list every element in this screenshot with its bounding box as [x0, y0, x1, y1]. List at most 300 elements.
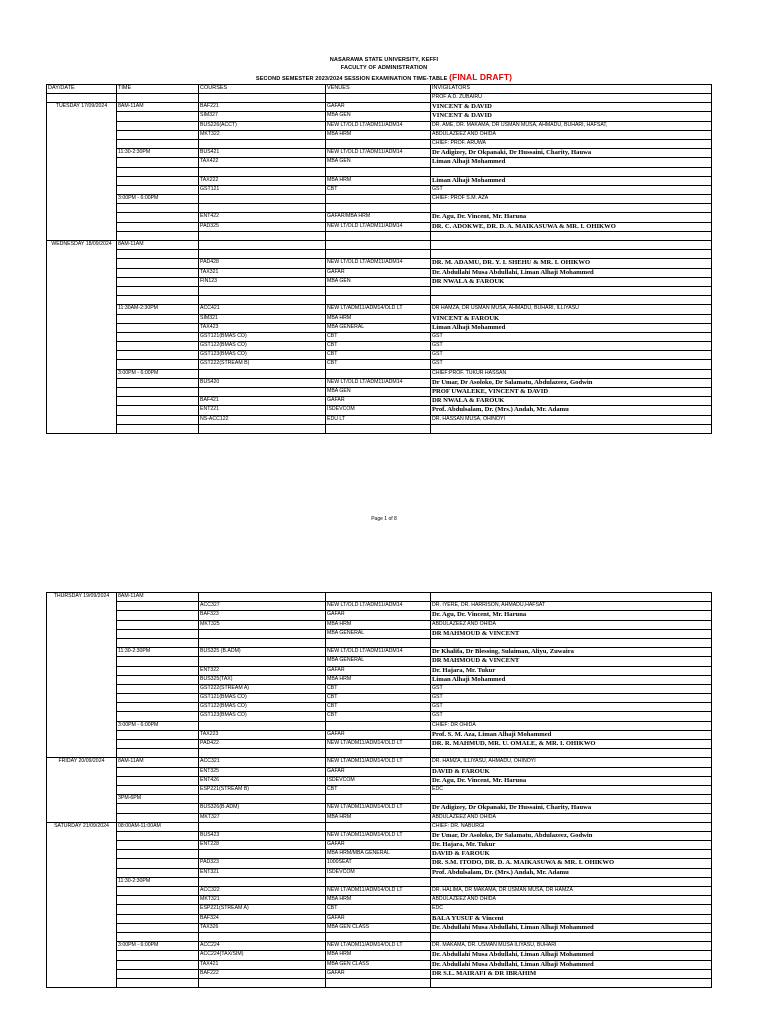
- venue-cell: NEW LT/ADM11/ADM14/OLD LT: [326, 831, 431, 840]
- course-cell: GST123(BMAS CO): [199, 351, 326, 360]
- course-cell: [199, 657, 326, 666]
- time-cell: [117, 905, 199, 914]
- table-row: [47, 259, 712, 268]
- table-row: [47, 314, 712, 323]
- table-row: [47, 675, 712, 684]
- invigilator-cell: [431, 424, 712, 433]
- table-row: [47, 323, 712, 332]
- time-cell: [117, 388, 199, 397]
- course-cell: MKT325: [199, 620, 326, 629]
- table-row: [47, 887, 712, 896]
- table-row: [47, 286, 712, 295]
- time-cell: [117, 850, 199, 859]
- venue-cell: NEW LT/OLD LT/ADM11/ADM14: [326, 602, 431, 611]
- time-cell: 3:00PM - 6:00PM: [117, 369, 199, 378]
- invigilator-cell: DAVID & FAROUK: [431, 767, 712, 776]
- time-cell: [117, 841, 199, 850]
- invigilator-cell: Liman Alhaji Mohammed: [431, 176, 712, 185]
- table-row: [47, 296, 712, 305]
- course-cell: [199, 749, 326, 758]
- venue-cell: MBA GEN CLASS: [326, 923, 431, 932]
- invigilator-cell: DR MAHMOUD & VINCENT: [431, 629, 712, 638]
- invigilator-cell: Dr Adigizey, Dr Okpanaki, Dr Hussaini, Charity, Hauwa: [431, 149, 712, 158]
- venue-cell: NEW LT/OLD LT/ADM11/ADM14: [326, 648, 431, 657]
- time-cell: [117, 602, 199, 611]
- venue-cell: MBA GEN CLASS: [326, 960, 431, 969]
- table-row: [47, 424, 712, 433]
- course-cell: SIM321: [199, 314, 326, 323]
- course-cell: ENT321: [199, 868, 326, 877]
- course-cell: [199, 932, 326, 941]
- venue-cell: [326, 424, 431, 433]
- invigilator-cell: Dr. Agu, Dr. Vincent, Mr. Haruna: [431, 213, 712, 222]
- venue-cell: [326, 286, 431, 295]
- time-cell: [117, 675, 199, 684]
- venue-cell: ISDEVCOM: [326, 776, 431, 785]
- time-cell: [117, 397, 199, 406]
- venue-cell: GAFAR: [326, 397, 431, 406]
- table-row: [47, 378, 712, 387]
- invigilator-cell: DAVID & FAROUK: [431, 850, 712, 859]
- time-cell: [117, 629, 199, 638]
- invigilator-cell: BALA YUSUF & Vincent: [431, 914, 712, 923]
- venue-cell: MBA HRM: [326, 951, 431, 960]
- time-cell: [117, 914, 199, 923]
- course-cell: BUS325 (B.ADM): [199, 648, 326, 657]
- column-header-invigilator: INVIGILATORS: [431, 85, 712, 94]
- course-cell: TAX222: [199, 176, 326, 185]
- course-cell: BUS325(TAX): [199, 675, 326, 684]
- table-row: [47, 305, 712, 314]
- table-row: [47, 185, 712, 194]
- invigilator-cell: GST: [431, 185, 712, 194]
- invigilator-cell: [431, 932, 712, 941]
- course-cell: GST222(STREAM A): [199, 684, 326, 693]
- time-cell: [117, 406, 199, 415]
- time-cell: [117, 351, 199, 360]
- table-row: [47, 960, 712, 969]
- course-cell: BAF221: [199, 103, 326, 112]
- timetable-title: [0, 72, 768, 82]
- day-date-cell: TUESDAY 17/09/2024: [47, 103, 117, 241]
- course-cell: [199, 286, 326, 295]
- time-cell: [117, 268, 199, 277]
- invigilator-cell: DR. M. ADAMU, DR. Y. I. SHEHU & MR. I. OHIKWO: [431, 259, 712, 268]
- table-row: [47, 611, 712, 620]
- invigilator-cell: [431, 167, 712, 176]
- invigilator-cell: Dr. Abdullahi Musa Abdullahi, Liman Alhaji Mohammed: [431, 923, 712, 932]
- invigilator-cell: [431, 231, 712, 240]
- invigilator-cell: Prof. Abdulsalam, Dr. (Mrs.) Andah, Mr. Adamu: [431, 406, 712, 415]
- invigilator-cell: [431, 204, 712, 213]
- time-cell: [117, 694, 199, 703]
- time-cell: 11:30-2:30PM: [117, 648, 199, 657]
- invigilator-cell: DR MAHMOUD & VINCENT: [431, 657, 712, 666]
- venue-cell: [326, 204, 431, 213]
- invigilator-cell: Dr. Abdullahi Musa Abdullahi, Liman Alhaji Mohammed: [431, 268, 712, 277]
- time-cell: 8AM-11AM: [117, 103, 199, 112]
- course-cell: GST123(BMAS CO): [199, 712, 326, 721]
- course-cell: [199, 822, 326, 831]
- course-cell: [199, 638, 326, 647]
- course-cell: [199, 369, 326, 378]
- time-cell: [117, 415, 199, 424]
- invigilator-cell: [431, 241, 712, 250]
- invigilator-cell: DR. C. ADOKWE, DR. D. A. MAIKASUWA & MR. I. OHIKWO: [431, 222, 712, 231]
- invigilator-cell: DR. R. MAHMUD, MR. U. OMALE, & MR. I. OHIKWO: [431, 740, 712, 749]
- table-row: [47, 923, 712, 932]
- venue-cell: GAFAR: [326, 841, 431, 850]
- course-cell: FIN123: [199, 277, 326, 286]
- invigilator-cell: ABDULAZEEZ AND OHIDA: [431, 813, 712, 822]
- invigilator-cell: GST: [431, 703, 712, 712]
- time-cell: [117, 749, 199, 758]
- venue-cell: MBA GEN: [326, 388, 431, 397]
- invigilator-cell: Dr. Agu, Dr. Vincent, Mr. Haruna: [431, 611, 712, 620]
- day-date-cell: THURSDAY 19/09/2024: [47, 593, 117, 758]
- venue-cell: CBT: [326, 332, 431, 341]
- course-cell: ENT422: [199, 213, 326, 222]
- time-cell: [117, 176, 199, 185]
- table-row: [47, 415, 712, 424]
- table-row: [47, 602, 712, 611]
- invigilator-cell: DR. HALIMA, DR MAKAMA, DR USMAN MUSA, DR HAMZA: [431, 887, 712, 896]
- course-cell: [199, 195, 326, 204]
- table-row: [47, 593, 712, 602]
- invigilator-cell: GST: [431, 342, 712, 351]
- venue-cell: [326, 369, 431, 378]
- invigilator-cell: PROF A.D. ZUBAIRU: [431, 94, 712, 103]
- table-row: [47, 268, 712, 277]
- time-cell: [117, 424, 199, 433]
- time-cell: [117, 139, 199, 148]
- time-cell: [117, 620, 199, 629]
- course-cell: [199, 721, 326, 730]
- course-cell: TAX223: [199, 730, 326, 739]
- venue-cell: [326, 877, 431, 886]
- course-cell: PAD428: [199, 259, 326, 268]
- table-row: [47, 620, 712, 629]
- invigilator-cell: [431, 795, 712, 804]
- invigilator-cell: Dr. Hajara, Mr. Tukur: [431, 666, 712, 675]
- course-cell: GST121(BMAS CO): [199, 332, 326, 341]
- time-cell: [117, 332, 199, 341]
- time-cell: 11:30-2:30PM: [117, 149, 199, 158]
- venue-cell: CBT: [326, 185, 431, 194]
- venue-cell: [326, 139, 431, 148]
- table-row: [47, 740, 712, 749]
- venue-cell: NEW LT/OLD LT/ADM11/ADM14: [326, 222, 431, 231]
- venue-cell: GAFAR: [326, 103, 431, 112]
- time-cell: [117, 167, 199, 176]
- invigilator-cell: PROF UWALEKE, VINCENT & DAVID: [431, 388, 712, 397]
- venue-cell: ISDEVCOM: [326, 406, 431, 415]
- venue-cell: GAFAR: [326, 666, 431, 675]
- table-row: [47, 712, 712, 721]
- time-cell: [117, 296, 199, 305]
- invigilator-cell: DR. S.M. ITODO, DR. D. A. MAIKASUWA & MR. I. OHIKWO: [431, 859, 712, 868]
- table-row: [47, 397, 712, 406]
- time-cell: [117, 923, 199, 932]
- venue-cell: NEW LT/ADM11/ADM14/OLD LT: [326, 887, 431, 896]
- invigilator-cell: VINCENT & DAVID: [431, 112, 712, 121]
- venue-cell: GAFAR: [326, 767, 431, 776]
- venue-cell: [326, 795, 431, 804]
- course-cell: ESP221(STREAM B): [199, 785, 326, 794]
- course-cell: BUS226(ACCT): [199, 121, 326, 130]
- table-row: [47, 942, 712, 951]
- course-cell: MKT322: [199, 130, 326, 139]
- table-row: [47, 167, 712, 176]
- time-cell: [117, 666, 199, 675]
- course-cell: MKT321: [199, 896, 326, 905]
- invigilator-cell: [431, 296, 712, 305]
- time-cell: [117, 887, 199, 896]
- venue-cell: CBT: [326, 785, 431, 794]
- table-row: [47, 822, 712, 831]
- table-row: [47, 767, 712, 776]
- course-cell: [199, 94, 326, 103]
- invigilator-cell: GST: [431, 712, 712, 721]
- venue-cell: [326, 250, 431, 259]
- time-cell: [117, 342, 199, 351]
- table-row: [47, 388, 712, 397]
- table-row: [47, 841, 712, 850]
- column-header-venue: VENUES: [326, 85, 431, 94]
- course-cell: ENT322: [199, 666, 326, 675]
- course-cell: PAD422: [199, 740, 326, 749]
- table-row: [47, 850, 712, 859]
- table-row: [47, 877, 712, 886]
- time-cell: [117, 259, 199, 268]
- time-cell: 8AM-11AM: [117, 593, 199, 602]
- invigilator-cell: DR S.L. MAIRAFI & DR IBRAHIM: [431, 969, 712, 978]
- time-cell: [117, 378, 199, 387]
- time-cell: 11:30-2:30PM: [117, 877, 199, 886]
- time-cell: [117, 978, 199, 987]
- table-row: [47, 868, 712, 877]
- table-row: [47, 149, 712, 158]
- table-row: [47, 758, 712, 767]
- invigilator-cell: CHIEF: DR OHIDA: [431, 721, 712, 730]
- time-cell: [117, 323, 199, 332]
- invigilator-cell: CHIEF: DR. NABURGI: [431, 822, 712, 831]
- venue-cell: MBA HRM: [326, 176, 431, 185]
- venue-cell: CBT: [326, 703, 431, 712]
- course-cell: ENT426: [199, 776, 326, 785]
- course-cell: ACC322: [199, 887, 326, 896]
- course-cell: [199, 250, 326, 259]
- table-row: [47, 684, 712, 693]
- course-cell: SIM327: [199, 112, 326, 121]
- course-cell: BAF323: [199, 611, 326, 620]
- timetable-title-text: SECOND SEMESTER 2023/2024 SESSION EXAMINATION TIME-TABLE: [255, 76, 448, 82]
- table-row: [47, 859, 712, 868]
- table-row: [47, 896, 712, 905]
- invigilator-cell: Dr. Abdullahi Musa Abdullahi, Liman Alhaji Mohammed: [431, 951, 712, 960]
- table-row: [47, 694, 712, 703]
- table-row: [47, 360, 712, 369]
- table-row: [47, 342, 712, 351]
- course-cell: BUS326(B.ADM): [199, 804, 326, 813]
- invigilator-cell: CHIEF: PROF. ARUWA: [431, 139, 712, 148]
- venue-cell: NEW LT/OLD LT/ADM11/ADM14: [326, 378, 431, 387]
- time-cell: [117, 804, 199, 813]
- course-cell: BUS423: [199, 831, 326, 840]
- course-cell: BAF324: [199, 914, 326, 923]
- time-cell: [117, 314, 199, 323]
- venue-cell: [326, 94, 431, 103]
- faculty-name: FACULTY OF ADMINISTRATION: [340, 65, 428, 71]
- venue-cell: MBA HRM: [326, 813, 431, 822]
- time-cell: 11:30AM-2:30PM: [117, 305, 199, 314]
- invigilator-cell: VINCENT & FAROUK: [431, 314, 712, 323]
- venue-cell: NEW LT/ADM11/ADM14/OLD LT: [326, 758, 431, 767]
- venue-cell: [326, 167, 431, 176]
- header-row: [47, 85, 712, 94]
- table-row: [47, 369, 712, 378]
- table-row: [47, 914, 712, 923]
- invigilator-cell: [431, 286, 712, 295]
- venue-cell: MBA GEN: [326, 277, 431, 286]
- time-cell: [117, 94, 199, 103]
- table-row: [47, 629, 712, 638]
- venue-cell: MBA HRM: [326, 675, 431, 684]
- course-cell: GST121(BMAS CO): [199, 694, 326, 703]
- course-cell: [199, 978, 326, 987]
- invigilator-cell: EDC: [431, 785, 712, 794]
- table-row: [47, 932, 712, 941]
- venue-cell: GAFAR/MBA HRM: [326, 213, 431, 222]
- table-row: [47, 804, 712, 813]
- venue-cell: NEW LT/OLD LT/ADM11/ADM14: [326, 121, 431, 130]
- course-cell: NS-ACC122: [199, 415, 326, 424]
- page-number: Page 1 of 8: [371, 516, 397, 522]
- venue-cell: CBT: [326, 360, 431, 369]
- course-cell: [199, 139, 326, 148]
- invigilator-cell: VINCENT & DAVID: [431, 103, 712, 112]
- table-row: [47, 776, 712, 785]
- column-header-time: TIME: [117, 85, 199, 94]
- time-cell: [117, 638, 199, 647]
- time-cell: [117, 813, 199, 822]
- time-cell: [117, 213, 199, 222]
- time-cell: [117, 932, 199, 941]
- table-row: [47, 121, 712, 130]
- invigilator-cell: [431, 749, 712, 758]
- time-cell: [117, 785, 199, 794]
- venue-cell: MBA HRM: [326, 620, 431, 629]
- venue-cell: NEW LT/OLD LT/ADM11/ADM14: [326, 149, 431, 158]
- table-row: [47, 905, 712, 914]
- time-cell: 3:00PM - 6:00PM: [117, 721, 199, 730]
- time-cell: [117, 286, 199, 295]
- time-cell: [117, 130, 199, 139]
- course-cell: BUS420: [199, 378, 326, 387]
- invigilator-cell: [431, 593, 712, 602]
- course-cell: GST122(BMAS CO): [199, 703, 326, 712]
- table-row: [47, 648, 712, 657]
- table-row: [47, 813, 712, 822]
- course-cell: [199, 795, 326, 804]
- venue-cell: EDU LT: [326, 415, 431, 424]
- course-cell: ENT325: [199, 767, 326, 776]
- invigilator-cell: [431, 978, 712, 987]
- course-cell: BAF222: [199, 969, 326, 978]
- venue-cell: GAFAR: [326, 914, 431, 923]
- table-row: [47, 638, 712, 647]
- invigilator-cell: GST: [431, 684, 712, 693]
- table-row: [47, 250, 712, 259]
- invigilator-cell: Dr Umar, Dr Asoloko, Dr Salamatu, Abdulazeez, Godwin: [431, 831, 712, 840]
- table-row: [47, 978, 712, 987]
- table-row: [47, 831, 712, 840]
- invigilator-cell: DR NWALA & FAROUK: [431, 397, 712, 406]
- time-cell: [117, 657, 199, 666]
- course-cell: GST121: [199, 185, 326, 194]
- venue-cell: 1000SEAT: [326, 859, 431, 868]
- table-row: [47, 222, 712, 231]
- table-row: [47, 969, 712, 978]
- invigilator-cell: ABDULAZEEZ AND OHIDA: [431, 130, 712, 139]
- venue-cell: [326, 195, 431, 204]
- course-cell: ACC224: [199, 942, 326, 951]
- invigilator-cell: EDC: [431, 905, 712, 914]
- course-cell: [199, 388, 326, 397]
- table-row: [47, 703, 712, 712]
- course-cell: TAX421: [199, 960, 326, 969]
- course-cell: GST222(STREAM B): [199, 360, 326, 369]
- venue-cell: MBA GENERAL: [326, 657, 431, 666]
- venue-cell: MBA GENERAL: [326, 629, 431, 638]
- course-cell: [199, 231, 326, 240]
- time-cell: [117, 158, 199, 167]
- table-row: [47, 130, 712, 139]
- course-cell: MKT327: [199, 813, 326, 822]
- time-cell: 8AM-11AM: [117, 758, 199, 767]
- invigilator-cell: Liman Alhaji Mohammed: [431, 158, 712, 167]
- invigilator-cell: ABDULAZEEZ AND OHIDA: [431, 896, 712, 905]
- course-cell: ACC321: [199, 758, 326, 767]
- table-row: [47, 721, 712, 730]
- time-cell: 3PM-6PM: [117, 795, 199, 804]
- invigilator-cell: CHIEF: PROF S.M. AZA: [431, 195, 712, 204]
- timetable-page-1: [46, 84, 712, 434]
- time-cell: [117, 767, 199, 776]
- venue-cell: CBT: [326, 905, 431, 914]
- course-cell: GST122(BMAS CO): [199, 342, 326, 351]
- table-row: [47, 139, 712, 148]
- invigilator-cell: [431, 638, 712, 647]
- invigilator-cell: CHIEF:PROF. TUKUR HASSAN: [431, 369, 712, 378]
- course-cell: ENT221: [199, 406, 326, 415]
- invigilator-cell: GST: [431, 360, 712, 369]
- invigilator-cell: Dr. Hajara, Mr. Tukur: [431, 841, 712, 850]
- column-header-day-date: DAY/DATE: [47, 85, 117, 94]
- table-row: [47, 241, 712, 250]
- table-row: [47, 795, 712, 804]
- final-draft-label: (FINAL DRAFT): [449, 72, 513, 82]
- invigilator-cell: DR. HASSAN MUSA, OHINOYI: [431, 415, 712, 424]
- time-cell: [117, 222, 199, 231]
- time-cell: [117, 740, 199, 749]
- course-cell: TAX321: [199, 268, 326, 277]
- time-cell: [117, 112, 199, 121]
- venue-cell: [326, 296, 431, 305]
- table-row: [47, 204, 712, 213]
- venue-cell: ISDEVCOM: [326, 868, 431, 877]
- table-row: [47, 406, 712, 415]
